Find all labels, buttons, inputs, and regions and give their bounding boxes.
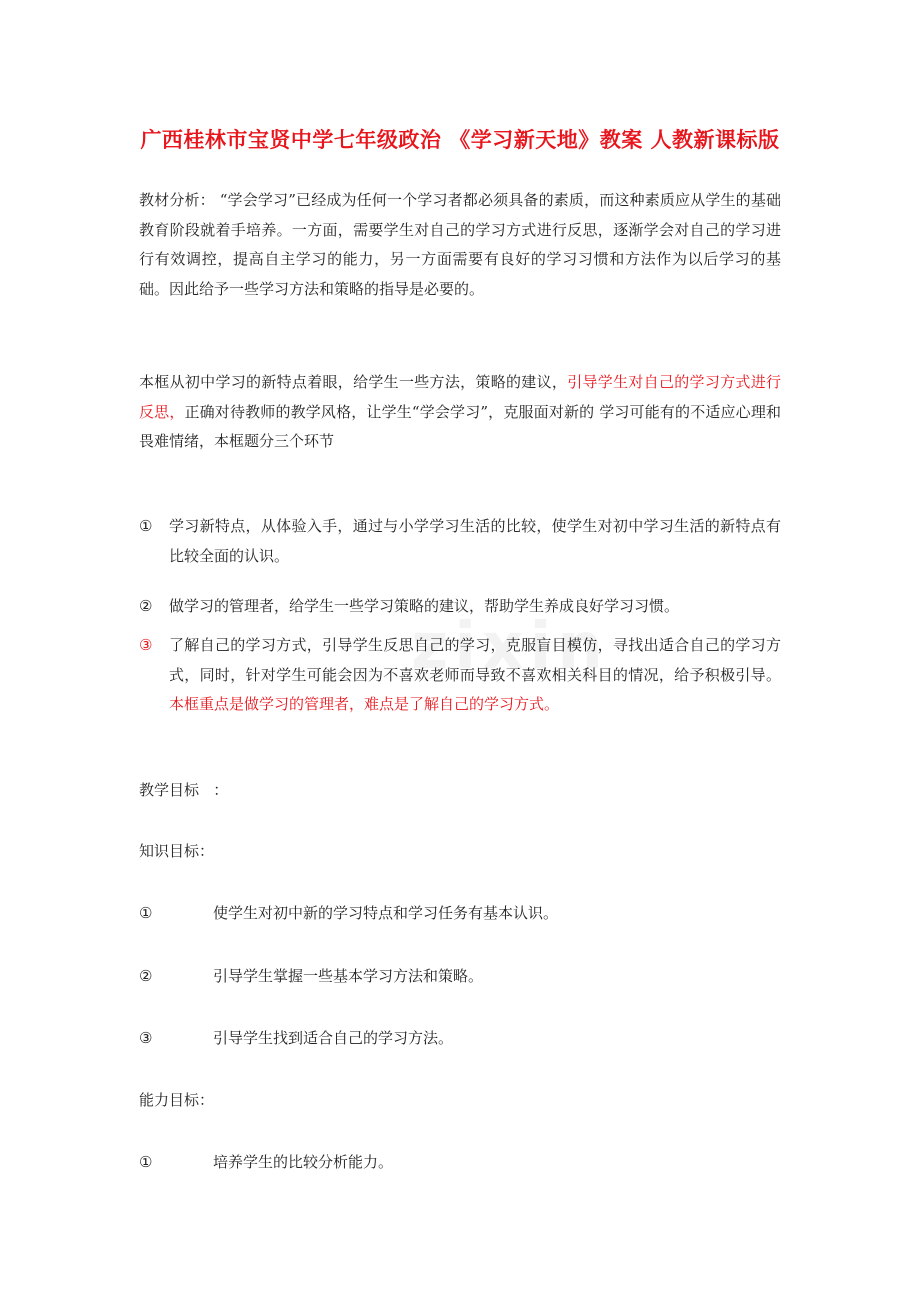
knowledge-goals-label: 知识目标： <box>139 842 215 860</box>
goal-text: 引导学生掌握一些基本学习方法和策略。 <box>213 967 484 985</box>
goal-text: 使学生对初中新的学习特点和学习任务有基本认识。 <box>213 904 559 922</box>
item-number: ③ <box>139 636 153 654</box>
ability-goals-label: 能力目标： <box>139 1091 215 1109</box>
item-text: 学习新特点，从体验入手，通过与小学学习生活的比较，使学生对初中学习生活的新特点有比较全面的认识。 <box>169 517 781 565</box>
goal-text: 引导学生找到适合自己的学习方法。 <box>213 1029 454 1047</box>
goal-number: ② <box>139 967 153 985</box>
overview-paragraph <box>139 368 781 457</box>
goal-number: ③ <box>139 1029 153 1047</box>
section-item-1 <box>139 512 781 571</box>
overview-highlight: 引导学生对自己的学习方式进行反思， <box>139 373 781 421</box>
material-analysis-paragraph: 教材分析： “学会学习”已经成为任何一个学习者都必须具备的素质，而这种素质应从学生的基础教育阶段就着手培养。一方面，需要学生对自己的学习方式进行反思，逐渐学会对自己的学习进行有效调控，提高自主学习的能力，另一方面需要有良好的学习习惯和方法作为以后学习的基础。因此给予一些学习方法和策略的指导是必要的。 <box>139 191 781 298</box>
overview-text-b: 正确对待教师的教学风格，让学生“学会学习”，克服面对新的 学习可能有的不适应心理和畏难情绪，本框题分三个环节 <box>139 402 781 450</box>
goal-text: 培养学生的比较分析能力。 <box>213 1153 394 1171</box>
item-text: 做学习的管理者，给学生一些学习策略的建议，帮助学生养成良好学习习惯。 <box>169 597 680 615</box>
overview-text-a: 本框从初中学习的新特点着眼，给学生一些方法，策略的建议， <box>139 373 568 391</box>
teaching-goals-label: 教学目标 ： <box>139 781 229 799</box>
item-number: ② <box>139 597 153 615</box>
document-title: 广西桂林市宝贤中学七年级政治 《学习新天地》教案 人教新课标版 <box>140 128 780 152</box>
item-text: 了解自己的学习方式，引导学生反思自己的学习，克服盲目模仿，寻找出适合自己的学习方式，同时，针对学生可能会因为不喜欢老师而导致不喜欢相关科目的情况，给予积极引导。 <box>169 636 781 684</box>
item-highlight: 本框重点是做学习的管理者，难点是了解自己的学习方式。 <box>169 695 560 713</box>
item-number: ① <box>139 517 153 535</box>
goal-number: ① <box>139 1153 153 1171</box>
goal-number: ① <box>139 904 153 922</box>
watermark <box>380 610 640 684</box>
